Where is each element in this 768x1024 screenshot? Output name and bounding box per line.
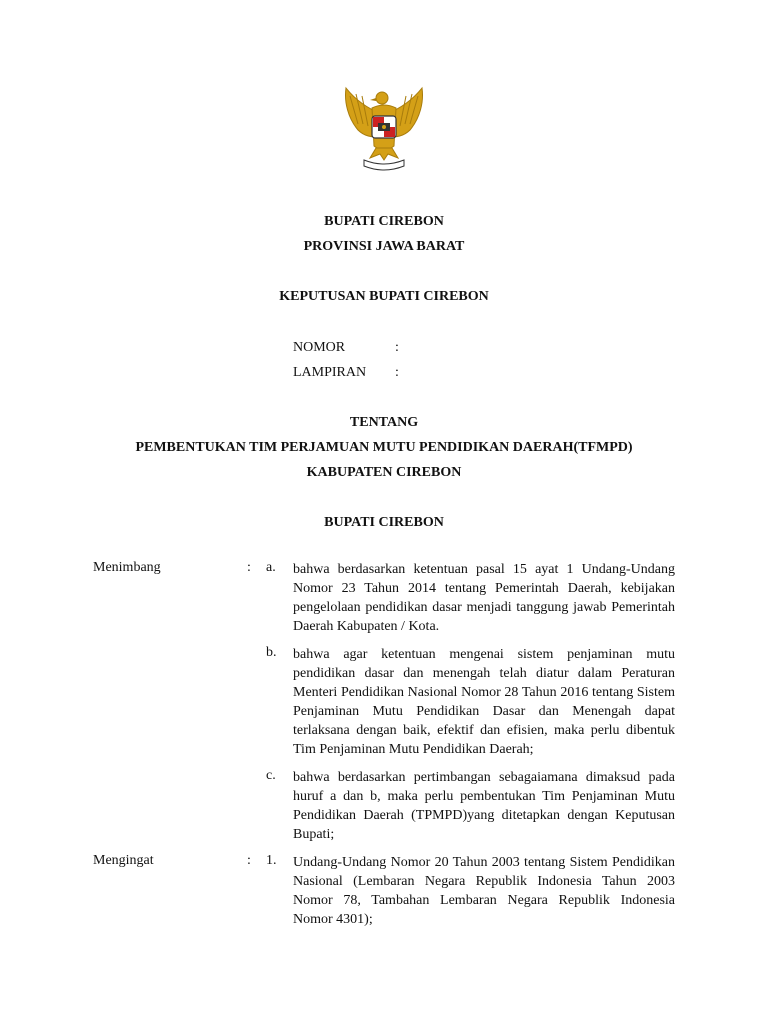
- mengingat-colon: :: [247, 853, 251, 868]
- decision-title: KEPUTUSAN BUPATI CIREBON: [279, 289, 489, 304]
- menimbang-item-marker: b.: [266, 645, 277, 660]
- mengingat-item-marker: 1.: [266, 853, 277, 868]
- issuer-title: BUPATI CIREBON: [324, 515, 444, 530]
- header-province: PROVINSI JAWA BARAT: [303, 239, 465, 254]
- menimbang-item-marker: c.: [266, 768, 276, 783]
- lampiran-colon: :: [395, 365, 399, 380]
- header-regent-title: BUPATI CIREBON: [324, 214, 444, 229]
- menimbang-item-marker: a.: [266, 560, 276, 575]
- subject-title-line1: PEMBENTUKAN TIM PERJAMUAN MUTU PENDIDIKAN DAERAH(TFMPD): [135, 440, 633, 455]
- tentang-heading: TENTANG: [349, 415, 419, 430]
- nomor-label: NOMOR: [293, 340, 346, 355]
- menimbang-label: Menimbang: [93, 560, 161, 575]
- mengingat-item-text: Undang-Undang Nomor 20 Tahun 2003 tentang Sistem Pendidikan Nasional (Lembaran Negara Republik Indonesia Tahun 2003 Nomor 78, Tambahan Lembaran Negara Republik Indonesia Nomor 4301);: [293, 855, 675, 927]
- nomor-colon: :: [395, 340, 399, 355]
- garuda-emblem-icon: [336, 84, 432, 172]
- menimbang-item-text: bahwa agar ketentuan mengenai sistem penjaminan mutu pendidikan dasar dan menengah telah diatur dalam Peraturan Menteri Pendidikan Nasional Nomor 28 Tahun 2016 tentang Sistem Penjaminan Mutu Pendidikan Dasar dan Menengah dapat terlaksana dengan baik, efektif dan efisien, maka perlu dibentuk Tim Penjaminan Mutu Pendidikan Daerah;: [293, 647, 675, 757]
- menimbang-item-text: bahwa berdasarkan pertimbangan sebagaiamana dimaksud pada huruf a dan b, maka perlu pembentukan Tim Penjaminan Mutu Pendidikan Daerah (TPMPD)yang ditetapkan dengan Keputusan Bupati;: [293, 770, 675, 842]
- mengingat-label: Mengingat: [93, 853, 154, 868]
- menimbang-item-text: bahwa berdasarkan ketentuan pasal 15 ayat 1 Undang-Undang Nomor 23 Tahun 2014 tentang Pemerintah Daerah, kebijakan pengelolaan pendidikan dasar menjadi tanggung jawab Pemerintah Daerah Kabupaten / Kota.: [293, 562, 675, 634]
- menimbang-colon: :: [247, 560, 251, 575]
- lampiran-label: LAMPIRAN: [293, 365, 367, 380]
- subject-title-line2: KABUPATEN CIREBON: [306, 465, 462, 480]
